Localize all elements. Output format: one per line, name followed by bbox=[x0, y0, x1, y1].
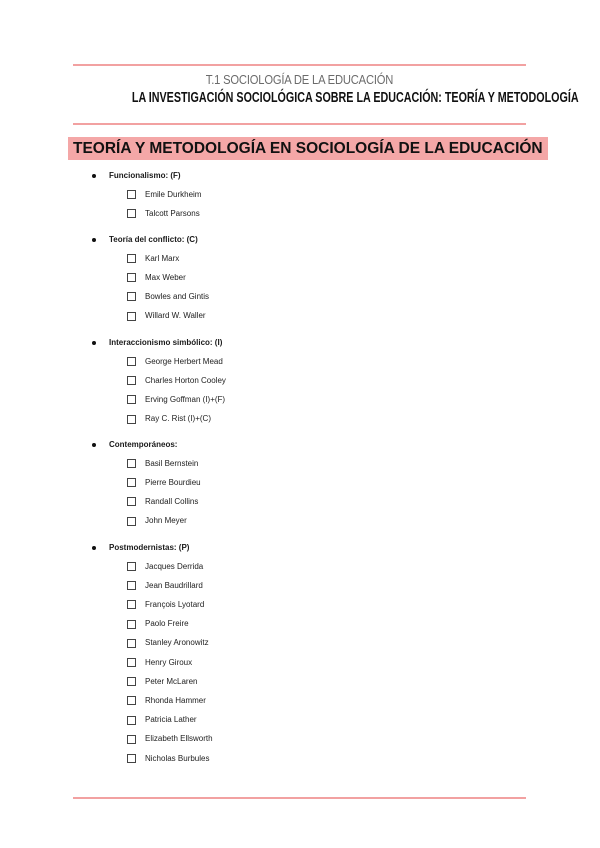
checkbox-icon[interactable] bbox=[127, 312, 136, 321]
checklist-item-label: Nicholas Burbules bbox=[145, 753, 210, 763]
checklist-item-label: Stanley Aronowitz bbox=[145, 638, 209, 648]
checklist-item-label: Talcott Parsons bbox=[145, 208, 200, 218]
bullet-icon bbox=[92, 341, 96, 345]
checkbox-icon[interactable] bbox=[127, 459, 136, 468]
checkbox-icon[interactable] bbox=[127, 562, 136, 571]
checkbox-icon[interactable] bbox=[127, 190, 136, 199]
checklist-item[interactable] bbox=[127, 476, 201, 490]
checklist-item[interactable] bbox=[127, 579, 203, 593]
checklist-item[interactable] bbox=[127, 675, 197, 689]
checklist-item[interactable] bbox=[127, 495, 198, 509]
checklist-item-label: Peter McLaren bbox=[145, 676, 198, 686]
checklist-item-label: Elizabeth Ellsworth bbox=[145, 734, 213, 744]
checklist-item-label: Paolo Freire bbox=[145, 619, 189, 629]
checklist-item[interactable] bbox=[127, 290, 209, 304]
checkbox-icon[interactable] bbox=[127, 415, 136, 424]
checkbox-icon[interactable] bbox=[127, 735, 136, 744]
group-heading: Teoría del conflicto: (C) bbox=[109, 235, 198, 244]
bullet-icon bbox=[92, 443, 96, 447]
checkbox-icon[interactable] bbox=[127, 658, 136, 667]
checkbox-icon[interactable] bbox=[127, 497, 136, 506]
checklist-item[interactable] bbox=[127, 713, 197, 727]
group-heading: Contemporáneos: bbox=[109, 440, 178, 449]
checkbox-icon[interactable] bbox=[127, 639, 136, 648]
checklist-item-label: Rhonda Hammer bbox=[145, 695, 206, 705]
checklist-item[interactable] bbox=[127, 393, 225, 407]
group-heading: Interaccionismo simbólico: (I) bbox=[109, 338, 223, 347]
checklist-item[interactable] bbox=[127, 752, 209, 766]
checklist-item[interactable] bbox=[127, 656, 192, 670]
document-title: LA INVESTIGACIÓN SOCIOLÓGICA SOBRE LA EDUCACIÓN: TEORÍA Y METODOLOGÍA bbox=[131, 90, 579, 106]
checklist-item-label: Patricia Lather bbox=[145, 715, 197, 725]
checklist-item-label: Max Weber bbox=[145, 272, 186, 282]
checkbox-icon[interactable] bbox=[127, 581, 136, 590]
checkbox-icon[interactable] bbox=[127, 716, 136, 725]
section-title: TEORÍA Y METODOLOGÍA EN SOCIOLOGÍA DE LA EDUCACIÓN bbox=[68, 137, 548, 160]
checklist-item-label: Randall Collins bbox=[145, 496, 199, 506]
checklist-item[interactable] bbox=[127, 252, 179, 266]
checklist-item-label: Henry Giroux bbox=[145, 657, 193, 667]
checklist-item[interactable] bbox=[127, 374, 226, 388]
checklist-item[interactable] bbox=[127, 188, 201, 202]
group-heading: Funcionalismo: (F) bbox=[109, 171, 181, 180]
bullet-icon bbox=[92, 238, 96, 242]
checklist-item[interactable] bbox=[127, 207, 200, 221]
group-bullet bbox=[92, 438, 96, 452]
checklist-item[interactable] bbox=[127, 514, 187, 528]
checkbox-icon[interactable] bbox=[127, 696, 136, 705]
checkbox-icon[interactable] bbox=[127, 254, 136, 263]
checkbox-icon[interactable] bbox=[127, 517, 136, 526]
checklist-item-label: Emile Durkheim bbox=[145, 189, 202, 199]
checkbox-icon[interactable] bbox=[127, 395, 136, 404]
checklist-item-label: Bowles and Gintis bbox=[145, 291, 210, 301]
checkbox-icon[interactable] bbox=[127, 478, 136, 487]
checklist-item-label: Jacques Derrida bbox=[145, 561, 204, 571]
checklist-item-label: Pierre Bourdieu bbox=[145, 477, 201, 487]
checklist-item-label: Karl Marx bbox=[145, 253, 180, 263]
checklist-item[interactable] bbox=[127, 457, 198, 471]
group-bullet bbox=[92, 169, 96, 183]
group-bullet bbox=[92, 336, 96, 350]
checklist-item-label: Basil Bernstein bbox=[145, 458, 199, 468]
checklist-item-label: Erving Goffman (I)+(F) bbox=[145, 394, 226, 404]
checkbox-icon[interactable] bbox=[127, 209, 136, 218]
group-heading: Postmodernistas: (P) bbox=[109, 543, 190, 552]
checklist-item[interactable] bbox=[127, 355, 223, 369]
bullet-icon bbox=[92, 546, 96, 550]
checklist-item[interactable] bbox=[127, 598, 204, 612]
checklist-item-label: Ray C. Rist (I)+(C) bbox=[145, 414, 211, 424]
checklist-item[interactable] bbox=[127, 309, 206, 323]
bottom-divider bbox=[73, 797, 526, 799]
checklist-item[interactable] bbox=[127, 271, 186, 285]
checkbox-icon[interactable] bbox=[127, 677, 136, 686]
checklist-item[interactable] bbox=[127, 617, 189, 631]
checklist-item-label: Charles Horton Cooley bbox=[145, 375, 226, 385]
checklist-item-label: George Herbert Mead bbox=[145, 356, 223, 366]
bullet-icon bbox=[92, 174, 96, 178]
checklist-item-label: Willard W. Waller bbox=[145, 311, 206, 321]
checkbox-icon[interactable] bbox=[127, 273, 136, 282]
checkbox-icon[interactable] bbox=[127, 620, 136, 629]
checkbox-icon[interactable] bbox=[127, 376, 136, 385]
checklist-item[interactable] bbox=[127, 636, 209, 650]
checklist-item-label: François Lyotard bbox=[145, 599, 205, 609]
checkbox-icon[interactable] bbox=[127, 600, 136, 609]
subject-heading: T.1 SOCIOLOGÍA DE LA EDUCACIÓN bbox=[205, 72, 394, 87]
checklist-item[interactable] bbox=[127, 732, 213, 746]
checklist-item[interactable] bbox=[127, 412, 211, 426]
checkbox-icon[interactable] bbox=[127, 357, 136, 366]
group-bullet bbox=[92, 541, 96, 555]
checklist-item-label: John Meyer bbox=[145, 516, 187, 526]
checklist-item[interactable] bbox=[127, 694, 206, 708]
checklist-item-label: Jean Baudrillard bbox=[145, 580, 203, 590]
checkbox-icon[interactable] bbox=[127, 754, 136, 763]
checklist-item[interactable] bbox=[127, 560, 203, 574]
checkbox-icon[interactable] bbox=[127, 292, 136, 301]
group-bullet bbox=[92, 233, 96, 247]
